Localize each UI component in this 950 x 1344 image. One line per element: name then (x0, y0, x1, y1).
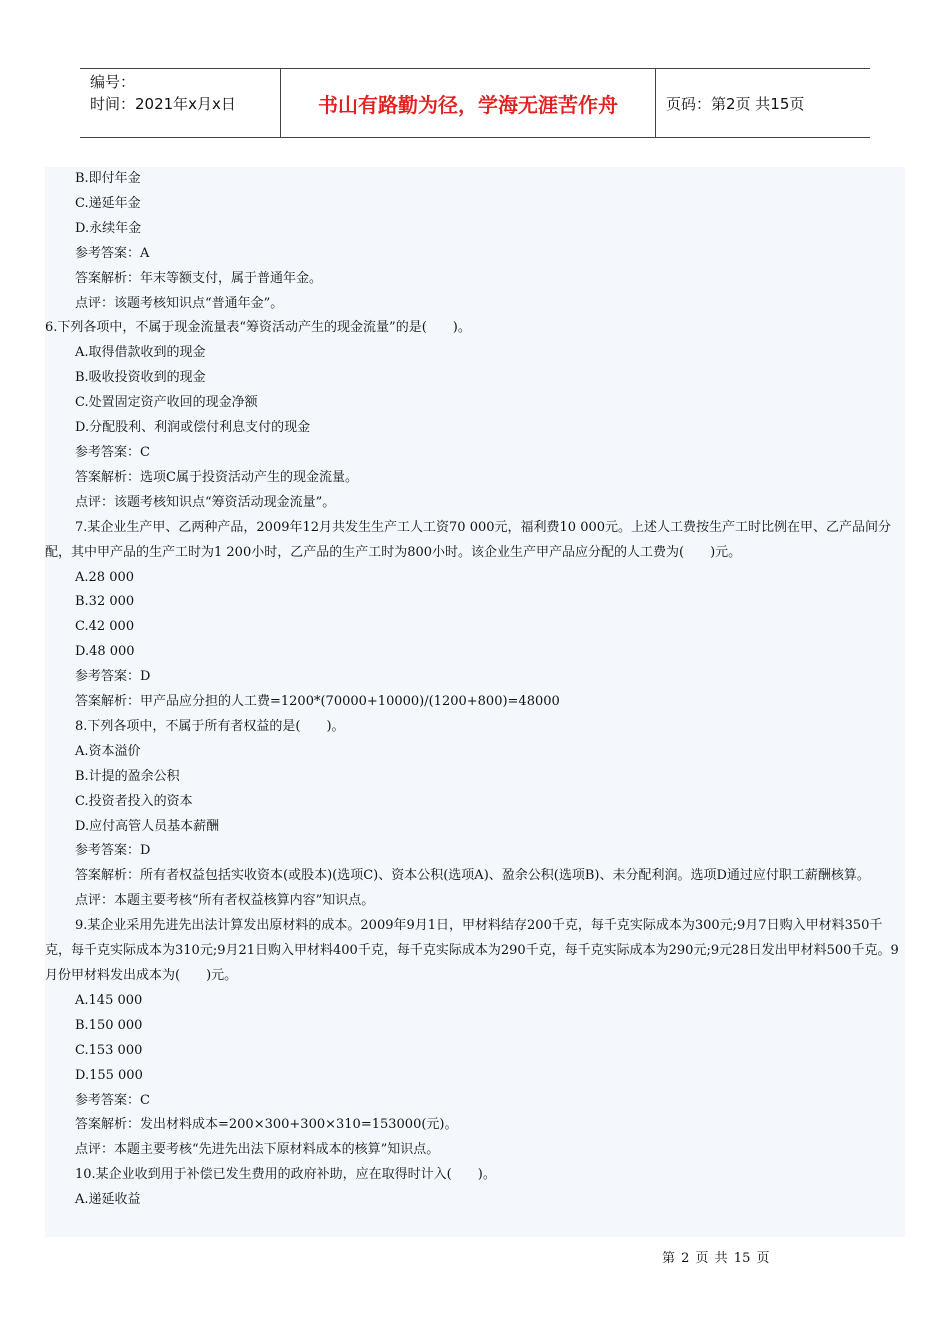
text-line: 10.某企业收到用于补偿已发生费用的政府补助，应在取得时计入( )。 (75, 1167, 496, 1183)
text-line: A.145 000 (75, 992, 143, 1008)
text-line: 参考答案：C (75, 444, 150, 460)
text-line: 答案解析：选项C属于投资活动产生的现金流量。 (75, 469, 358, 485)
text-line: 点评：该题考核知识点“普通年金”。 (75, 295, 284, 311)
text-line: D.155 000 (75, 1067, 143, 1083)
text-line: 点评：本题主要考核“先进先出法下原材料成本的核算”知识点。 (75, 1142, 440, 1158)
page-footer: 第 2 页 共 15 页 (662, 1251, 770, 1266)
text-line: 点评：该题考核知识点“筹资活动现金流量”。 (75, 494, 336, 510)
text-line: 6.下列各项中，不属于现金流量表“筹资活动产生的现金流量”的是( )。 (45, 320, 471, 336)
text-line: C.42 000 (75, 619, 135, 635)
text-line: D.永续年金 (75, 220, 142, 236)
text-line: D.应付高管人员基本薪酬 (75, 818, 220, 834)
text-line: C.投资者投入的资本 (75, 793, 193, 809)
text-line: A.资本溢价 (75, 743, 141, 759)
text-line: 答案解析：所有者权益包括实收资本(或股本)(选项C)、资本公积(选项A)、盈余公积(选项B)、未分配利润。选项D通过应付职工薪酬核算。 (75, 868, 870, 884)
text-line: 答案解析：甲产品应分担的人工费=1200*(70000+10000)/(1200+800)=48000 (75, 694, 560, 710)
text-line: 答案解析：发出材料成本=200×300+300×310=153000(元)。 (75, 1117, 458, 1133)
number-label: 编号： (90, 73, 136, 91)
page-header (80, 68, 870, 138)
text-line: C.递延年金 (75, 195, 141, 211)
date-label: 时间：2021年x月x日 (90, 95, 236, 113)
text-line: D.分配股利、利润或偿付利息支付的现金 (75, 420, 311, 436)
text-line: B.即付年金 (75, 171, 141, 186)
text-line: B.吸收投资收到的现金 (75, 370, 206, 386)
text-line: C.153 000 (75, 1042, 143, 1058)
document-body (45, 167, 905, 1237)
text-line: 参考答案：A (75, 245, 150, 261)
text-line: B.150 000 (75, 1017, 143, 1033)
text-line: D.48 000 (75, 644, 135, 660)
text-line: 参考答案：D (75, 669, 151, 685)
header-motto: 书山有路勤为径，学海无涯苦作舟 (280, 69, 656, 137)
text-line: 答案解析：年末等额支付，属于普通年金。 (75, 270, 323, 286)
text-line: 8.下列各项中，不属于所有者权益的是( )。 (75, 718, 345, 734)
text-line: 9.某企业采用先进先出法计算发出原材料的成本。2009年9月1日，甲材料结存200千克，每千克实际成本为300元;9月7日购入甲材料350千克，每千克实际成本为310元;9月21日购入甲材料400千克，每千克实际成本为290千克，每千克实际成本为290元;9元28日发出甲材料500千克。9月份甲材料发出成本为( )元。 (45, 918, 899, 983)
text-line: B.计提的盈余公积 (75, 768, 180, 784)
text-line: A.28 000 (75, 569, 135, 585)
text-line: A.递延收益 (75, 1192, 141, 1208)
text-line: A.取得借款收到的现金 (75, 345, 206, 361)
text-line: 7.某企业生产甲、乙两种产品，2009年12月共发生生产工人工资70 000元，福利费10 000元。上述人工费按生产工时比例在甲、乙产品间分配，其中甲产品的生产工时为1 200小时，乙产品的生产工时为800小时。该企业生产甲产品应分配的人工费为( )元。 (45, 519, 892, 560)
text-line: C.处置固定资产收回的现金净额 (75, 395, 258, 411)
text-line: 参考答案：D (75, 843, 151, 859)
header-meta (80, 69, 280, 137)
header-page-info: 页码：第2页 共15页 (666, 94, 805, 113)
text-line: 参考答案：C (75, 1092, 150, 1108)
text-line: 点评：本题主要考核“所有者权益核算内容”知识点。 (75, 893, 375, 909)
text-line: B.32 000 (75, 594, 135, 610)
